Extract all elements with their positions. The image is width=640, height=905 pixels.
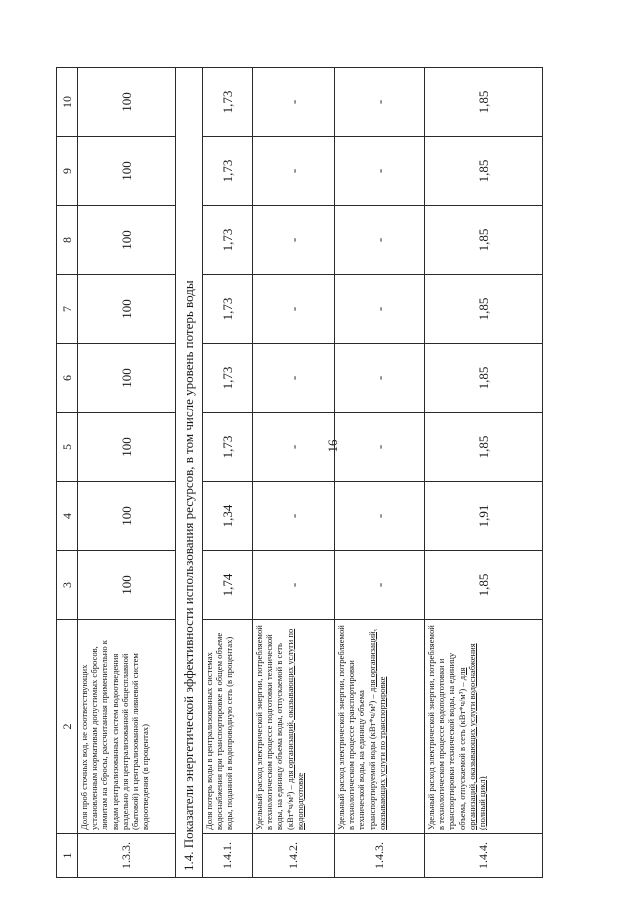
table-cell: -	[335, 482, 425, 551]
table-row	[253, 68, 335, 878]
row-description-underlined: для организаций, оказывающих услуги по транспортировке	[366, 629, 387, 830]
indicators-table-rotated	[56, 68, 536, 878]
table-cell: 100	[78, 137, 176, 206]
row-number: 1.4.4.	[425, 834, 543, 878]
table-cell: 100	[78, 482, 176, 551]
table-cell: 1,85	[425, 344, 543, 413]
col-header-7: 7	[57, 275, 78, 344]
table-cell: 100	[78, 275, 176, 344]
col-header-1: 1	[57, 834, 78, 878]
table-cell: -	[335, 68, 425, 137]
row-description	[253, 620, 335, 834]
table-cell: 1,85	[425, 275, 543, 344]
table-cell: 1,73	[203, 137, 253, 206]
col-header-3: 3	[57, 551, 78, 620]
table-cell: 100	[78, 68, 176, 137]
table-cell: -	[253, 482, 335, 551]
col-header-10: 10	[57, 68, 78, 137]
table-cell: 1,34	[203, 482, 253, 551]
table-cell: 1,85	[425, 551, 543, 620]
header-row	[57, 68, 78, 878]
row-description-text: Удельный расход электрической энергии, потребляемой в технологическом процессе транспортировки технической воды, на единицу объема транспортируемой воды (кВт*ч/м³) –	[336, 625, 377, 830]
table-cell: -	[335, 551, 425, 620]
table-cell: -	[335, 206, 425, 275]
row-description-text: Удельный расход электрической энергии, потребляемой в технологическом процессе водоподготовки и транспортировки технической воды, на единицу объема, отпускаемой в сеть (кВт*ч/м³) –	[426, 625, 467, 830]
table-cell: 1,73	[203, 413, 253, 482]
table-cell: -	[335, 137, 425, 206]
table-cell: 1,91	[425, 482, 543, 551]
col-header-2: 2	[57, 620, 78, 834]
table-cell: 100	[78, 206, 176, 275]
table-cell: -	[253, 413, 335, 482]
row-description	[335, 620, 425, 834]
col-header-5: 5	[57, 413, 78, 482]
table-cell: -	[253, 275, 335, 344]
table-cell: -	[253, 551, 335, 620]
page-number: 16	[325, 439, 340, 453]
table-cell: 1,73	[203, 275, 253, 344]
row-number: 1.4.3.	[335, 834, 425, 878]
row-description-underlined: для организаций, оказывающих услуги по водоподготовке	[284, 628, 305, 830]
table-cell: -	[253, 68, 335, 137]
row-description: Доля проб сточных вод, не соответствующих установленным нормативам допустимых сбросов, лимитам на сбросы, рассчитанная применительно к видам централизованных систем водоотведения раздельно для централизованной общесплавной (бытовой) и централизованной ливневой систем водоотведения (в процентах)	[78, 620, 176, 834]
table-cell: 1,73	[203, 68, 253, 137]
table-cell: -	[253, 206, 335, 275]
section-title: 1.4. Показатели энергетической эффективности использования ресурсов, в том числе уровень потерь воды	[176, 68, 203, 878]
table-cell: 1,74	[203, 551, 253, 620]
row-description-text: Удельный расход электрической энергии, потребляемой в технологическом процессе подготовки технической воды, на единицу объема воды, отпускаемой в сеть (кВт*ч/м³) –	[254, 625, 295, 830]
table-cell: -	[335, 413, 425, 482]
row-description: Доля потерь воды в централизованных системах водоснабжения при транспортировке в общем объеме воды, поданной в водопроводную сеть (в процентах)	[203, 620, 253, 834]
indicators-table	[56, 67, 543, 878]
row-number: 1.4.1.	[203, 834, 253, 878]
table-cell: 1,85	[425, 206, 543, 275]
row-description-underlined: для организаций, оказывающих услуги водоснабжения (полный цикл)	[456, 643, 488, 830]
table-cell: -	[335, 275, 425, 344]
row-description	[425, 620, 543, 834]
table-cell: 1,85	[425, 68, 543, 137]
table-row	[335, 68, 425, 878]
col-header-4: 4	[57, 482, 78, 551]
table-row	[425, 68, 543, 878]
col-header-9: 9	[57, 137, 78, 206]
table-cell: 100	[78, 551, 176, 620]
col-header-6: 6	[57, 344, 78, 413]
table-cell: 100	[78, 413, 176, 482]
table-row	[203, 68, 253, 878]
row-number: 1.3.3.	[78, 834, 176, 878]
table-cell: -	[253, 344, 335, 413]
table-cell: 1,85	[425, 413, 543, 482]
table-row	[78, 68, 176, 878]
table-cell: -	[335, 344, 425, 413]
table-cell: 1,73	[203, 344, 253, 413]
table-cell: 100	[78, 344, 176, 413]
section-row	[176, 68, 203, 878]
table-cell: 1,73	[203, 206, 253, 275]
col-header-8: 8	[57, 206, 78, 275]
row-number: 1.4.2.	[253, 834, 335, 878]
table-cell: 1,85	[425, 137, 543, 206]
table-cell: -	[253, 137, 335, 206]
